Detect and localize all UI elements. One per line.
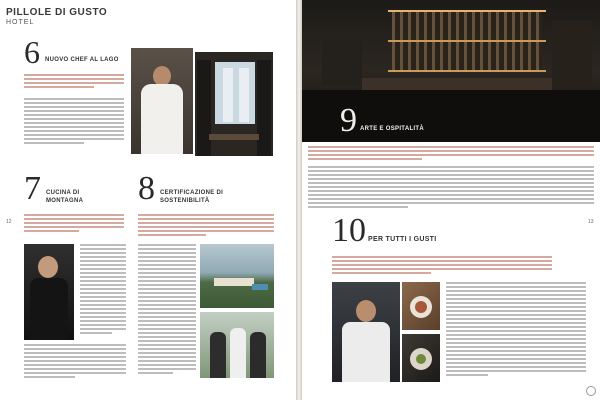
dish-photo-1 — [402, 282, 440, 330]
section-6-title: NUOVO CHEF AL LAGO — [45, 57, 119, 63]
section-7-number: 7 — [24, 170, 41, 207]
chef-portrait-photo — [332, 282, 400, 382]
section-6-body — [24, 98, 124, 146]
section-8-title: CERTIFICAZIONE DI SOSTENIBILITÀ — [160, 190, 224, 204]
section-9-number: 9 — [340, 102, 357, 139]
dish-photo-2 — [402, 334, 440, 382]
section-7-body-a — [80, 244, 126, 336]
right-page — [302, 0, 600, 400]
section-8-number: 8 — [138, 170, 155, 207]
page-number-right: 13 — [588, 219, 594, 225]
magazine-header-title: PILLOLE DI GUSTO — [6, 7, 108, 18]
resort-aerial-photo — [200, 244, 274, 308]
left-page — [0, 0, 296, 400]
section-7-intro — [24, 214, 124, 234]
section-6-intro — [24, 74, 124, 90]
chef-photo — [131, 48, 193, 154]
header — [6, 7, 107, 26]
section-9-intro — [308, 146, 594, 162]
magazine-header-subtitle: HOTEL — [6, 19, 35, 26]
section-10-body — [446, 282, 586, 378]
section-8-body — [138, 244, 196, 376]
section-7-title: CUCINA DI MONTAGNA — [46, 190, 84, 204]
section-8-intro — [138, 214, 274, 238]
section-9-title: ARTE E OSPITALITÀ — [360, 126, 424, 132]
section-10-number: 10 — [332, 212, 366, 249]
lake-view-photo — [195, 52, 273, 156]
section-10-title: PER TUTTI I GUSTI — [368, 236, 437, 243]
page-number-left: 12 — [6, 219, 12, 225]
section-10-intro — [332, 256, 552, 276]
ornament-icon — [586, 386, 596, 396]
section-7-body-b — [24, 344, 126, 380]
section-9-body — [308, 166, 594, 210]
sustainability-team-photo — [200, 312, 274, 378]
section-6-number: 6 — [24, 34, 40, 70]
montagna-chef-photo — [24, 244, 74, 340]
